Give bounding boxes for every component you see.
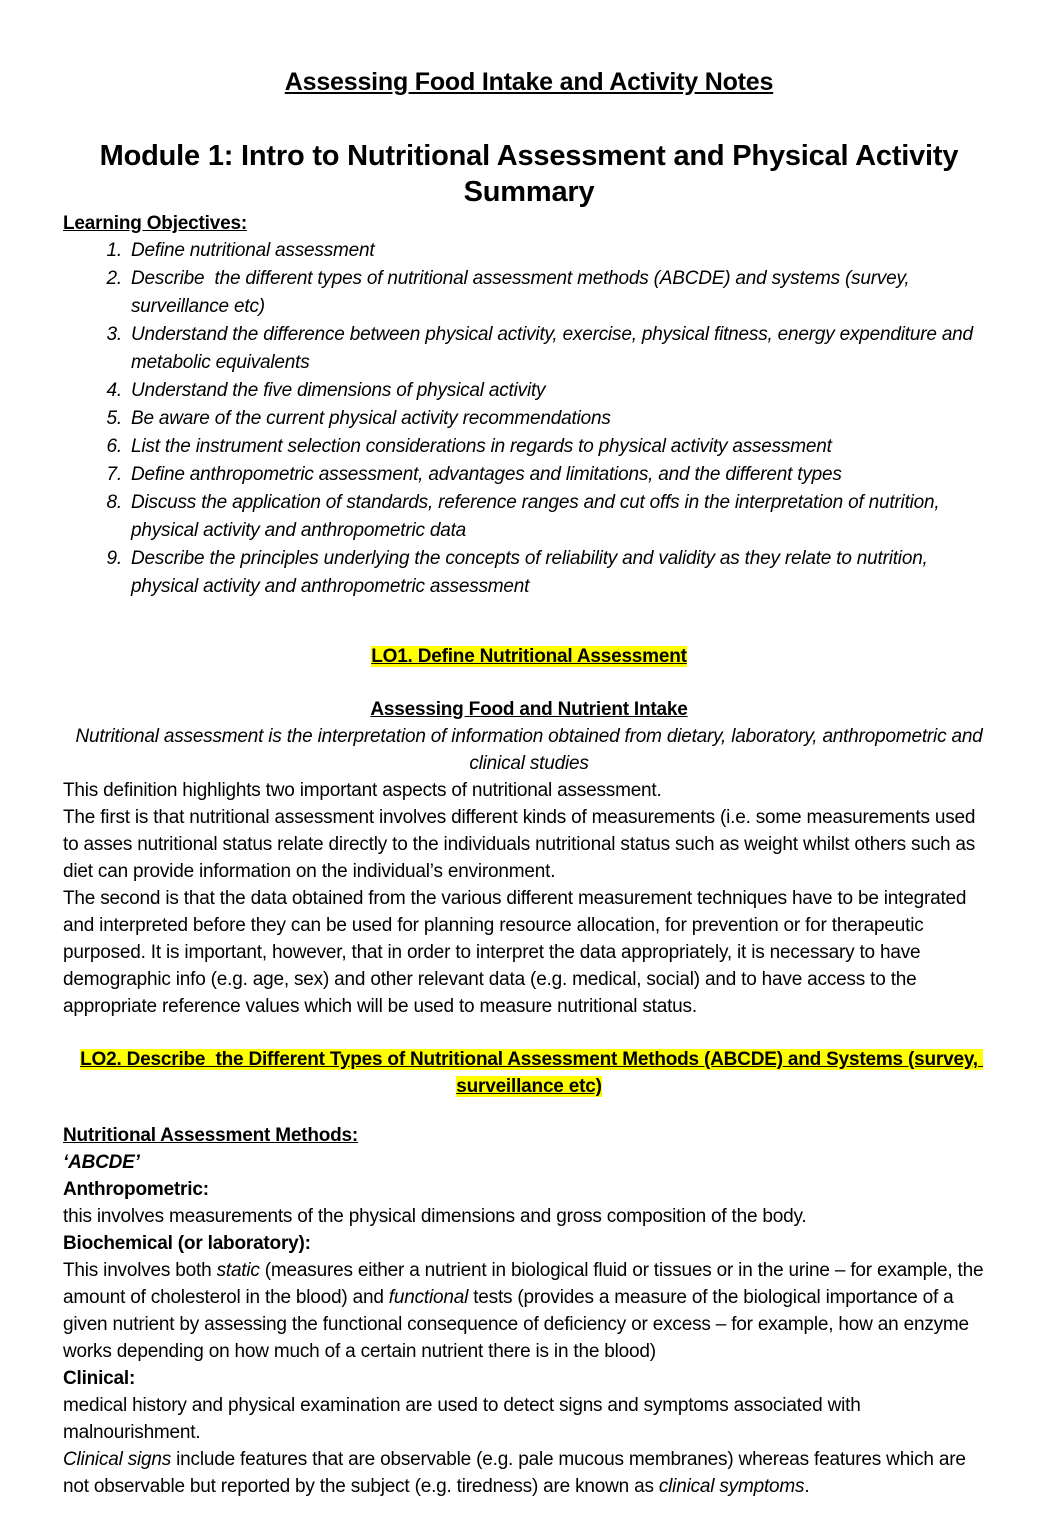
- lo1-paragraph-1: This definition highlights two important aspects of nutritional assessment.: [63, 780, 662, 801]
- methods-label: Nutritional Assessment Methods:: [63, 1125, 359, 1146]
- lo2-heading-highlight: LO2. Describe the Different Types of Nutritional Assessment Methods (ABCDE) and Systems (survey, surveillance etc): [80, 1049, 983, 1097]
- biochemical-text: This involves both static (measures either a nutrient in biological fluid or tissues or in the urine – for example, the amount of cholesterol in the blood) and functional tests (provides a measure of the biological importance of a given nutrient by assessing the functional consequence of deficiency or excess – for example, how an enzyme works depending on how much of a certain nutrient there is in the blood): [63, 1260, 984, 1362]
- learning-objectives-label: Learning Objectives:: [63, 213, 247, 234]
- module-heading: Module 1: Intro to Nutritional Assessment and Physical Activity Summary: [99, 140, 959, 208]
- lo1-paragraph-2: The first is that nutritional assessment involves different kinds of measurements (i.e. some measurements used to asses nutritional status relate directly to the individuals nutritional status such as weight whilst others such as diet can provide information on the individual’s environment.: [63, 807, 976, 882]
- lo1-heading-highlight: LO1. Define Nutritional Assessment: [371, 646, 687, 667]
- document-title: [63, 66, 995, 98]
- anthropometric-label: Anthropometric:: [63, 1179, 209, 1200]
- nutritional-assessment-definition: Nutritional assessment is the interpretation of information obtained from dietary, laboratory, anthropometric and clinical studies: [75, 726, 983, 774]
- lo1-paragraph-3: The second is that the data obtained from the various different measurement techniques have to be integrated and interpreted before they can be used for planning resource allocation, for prevention or for therapeutic purposed. It is important, however, that in order to interpret the data appropriately, it is necessary to have demographic info (e.g. age, sex) and other relevant data (e.g. medical, social) and to have access to the appropriate reference values which will be used to measure nutritional status.: [63, 888, 967, 1017]
- abcde-label: ‘ABCDE’: [63, 1152, 140, 1173]
- learning-objectives-list: [63, 237, 995, 601]
- objective-item-3: 3. Understand the difference between physical activity, exercise, physical fitness, energy expenditure and metabolic equivalents: [127, 321, 995, 377]
- lo1-subheading: Assessing Food and Nutrient Intake: [370, 699, 688, 720]
- anthropometric-text: this involves measurements of the physical dimensions and gross composition of the body.: [63, 1206, 807, 1227]
- lo2-heading: [63, 1046, 995, 1100]
- biochemical-label: Biochemical (or laboratory):: [63, 1233, 311, 1254]
- objective-item-2: 2. Describe the different types of nutritional assessment methods (ABCDE) and systems (survey, surveillance etc): [127, 265, 995, 321]
- document-title-text: Assessing Food Intake and Activity Notes: [284, 68, 774, 96]
- clinical-label: Clinical:: [63, 1368, 136, 1389]
- objective-item-4: 4. Understand the five dimensions of physical activity: [127, 377, 995, 405]
- objective-item-1: 1. Define nutritional assessment: [127, 237, 995, 265]
- objective-item-5: 5. Be aware of the current physical activity recommendations: [127, 405, 995, 433]
- objective-item-7: 7. Define anthropometric assessment, advantages and limitations, and the different types: [127, 461, 995, 489]
- objective-item-8: 8. Discuss the application of standards, reference ranges and cut offs in the interpretation of nutrition, physical activity and anthropometric data: [127, 489, 995, 545]
- lo1-heading: [63, 643, 995, 670]
- objective-item-6: 6. List the instrument selection considerations in regards to physical activity assessment: [127, 433, 995, 461]
- clinical-text: medical history and physical examination are used to detect signs and symptoms associated with malnourishment.: [63, 1395, 861, 1443]
- objective-item-9: 9. Describe the principles underlying the concepts of reliability and validity as they relate to nutrition, physical activity and anthropometric assessment: [127, 545, 995, 601]
- clinical-signs-text: Clinical signs include features that are observable (e.g. pale mucous membranes) whereas features which are not observable but reported by the subject (e.g. tiredness) are known as clinical symptoms.: [63, 1449, 966, 1497]
